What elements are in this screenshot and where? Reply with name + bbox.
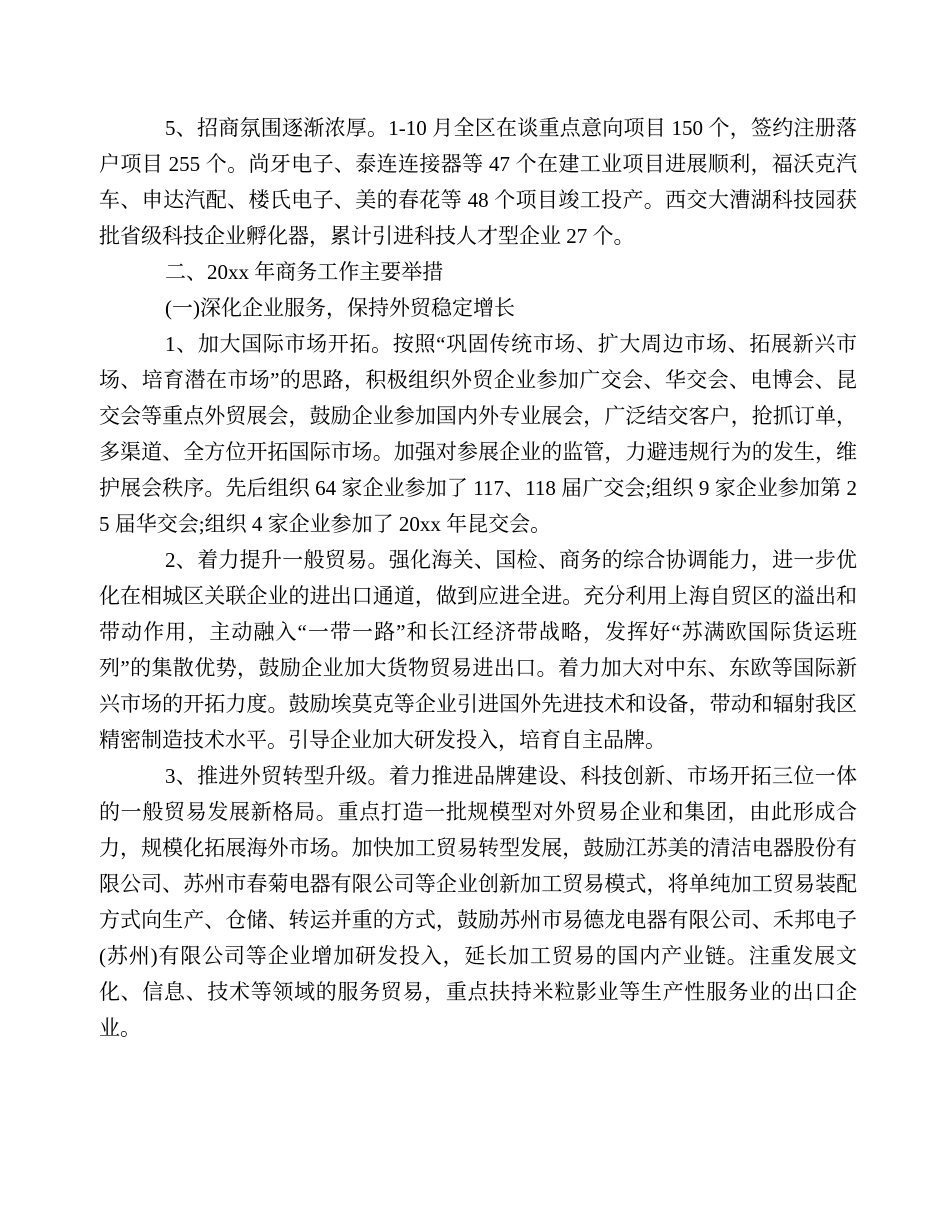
document-body (99, 110, 857, 1046)
paragraph-international-market-expansion: 1、加大国际市场开拓。按照“巩固传统市场、扩大周边市场、拓展新兴市场、培育潜在市场”的思路，积极组织外贸企业参加广交会、华交会、电博会、昆交会等重点外贸展会，鼓励企业参加国内外专业展会，广泛结交客户，抢抓订单，多渠道、全方位开拓国际市场。加强对参展企业的监管，力避违规行为的发生，维护展会秩序。先后组织 64 家企业参加了 117、118 届广交会;组织 9 家企业参加第 25 届华交会;组织 4 家企业参加了 20xx 年昆交会。 (99, 332, 857, 536)
paragraph-investment-promotion: 5、招商氛围逐渐浓厚。1-10 月全区在谈重点意向项目 150 个，签约注册落户项目 255 个。尚牙电子、泰连连接器等 47 个在建工业项目进展顺利，福沃克汽车、申达汽配、楼氏电子、美的春花等 48 个项目竣工投产。西交大漕湖科技园获批省级科技企业孵化器，累计引进科技人才型企业 27 个。 (99, 116, 857, 248)
heading-section-two: 二、20xx 年商务工作主要举措 (165, 260, 444, 284)
paragraph-general-trade-improvement: 2、着力提升一般贸易。强化海关、国检、商务的综合协调能力，进一步优化在相城区关联企业的进出口通道，做到应进全进。充分利用上海自贸区的溢出和带动作用，主动融入“一带一路”和长江经济带战略，发挥好“苏满欧国际货运班列”的集散优势，鼓励企业加大货物贸易进出口。着力加大对中东、东欧等国际新兴市场的开拓力度。鼓励埃莫克等企业引进国外先进技术和设备，带动和辐射我区精密制造技术水平。引导企业加大研发投入，培育自主品牌。 (99, 548, 857, 752)
paragraph-foreign-trade-transformation: 3、推进外贸转型升级。着力推进品牌建设、科技创新、市场开拓三位一体的一般贸易发展新格局。重点打造一批规模型对外贸易企业和集团，由此形成合力，规模化拓展海外市场。加快加工贸易转型发展，鼓励江苏美的清洁电器股份有限公司、苏州市春菊电器有限公司等企业创新加工贸易模式，将单纯加工贸易装配方式向生产、仓储、转运并重的方式，鼓励苏州市易德龙电器有限公司、禾邦电子(苏州)有限公司等企业增加研发投入，延长加工贸易的国内产业链。注重发展文化、信息、技术等领域的服务贸易，重点扶持米粒影业等生产性服务业的出口企业。 (99, 764, 857, 1040)
heading-subsection-one: (一)深化企业服务，保持外贸稳定增长 (165, 296, 515, 320)
